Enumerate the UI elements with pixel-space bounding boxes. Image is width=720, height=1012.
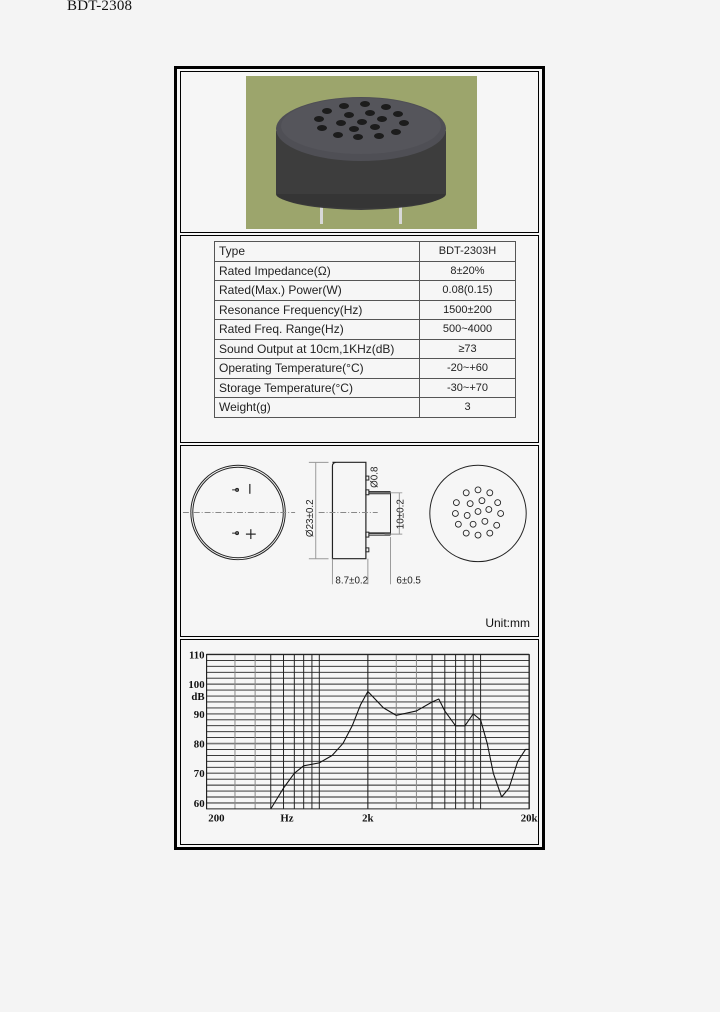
table-row — [215, 281, 516, 301]
svg-text:70: 70 — [193, 768, 205, 781]
svg-text:110: 110 — [188, 649, 205, 662]
x-axis-labels — [208, 813, 537, 825]
table-row — [215, 320, 516, 340]
spec-value: ≥73 — [420, 339, 516, 359]
svg-text:60: 60 — [193, 797, 205, 810]
dim-height-label: 8.7±0.2 — [335, 575, 369, 587]
spec-value: 8±20% — [420, 261, 516, 281]
dim-pin-len-label: 6±0.5 — [396, 575, 421, 587]
back-view-drawing — [430, 465, 526, 561]
spec-value: 1500±200 — [420, 300, 516, 320]
spec-label: Rated Impedance(Ω) — [215, 261, 420, 281]
spec-value: BDT-2303H — [420, 242, 516, 262]
y-axis-title: dB — [191, 690, 205, 703]
svg-text:100: 100 — [188, 679, 205, 692]
svg-text:200: 200 — [208, 812, 225, 825]
spec-value: 3 — [420, 398, 516, 418]
product-photo-section — [180, 71, 539, 233]
table-row — [215, 300, 516, 320]
table-row — [215, 261, 516, 281]
spec-value: -30~+70 — [420, 378, 516, 398]
svg-text:20k: 20k — [520, 812, 538, 825]
chart-grid — [207, 654, 530, 808]
spec-label: Storage Temperature(°C) — [215, 378, 420, 398]
svg-text:2k: 2k — [362, 812, 374, 825]
dim-pin-pitch-label: 10±0.2 — [395, 499, 407, 530]
dimension-drawing — [181, 446, 538, 636]
speaker-image-icon — [246, 76, 477, 229]
spec-label: Type — [215, 242, 420, 262]
spec-value: 0.08(0.15) — [420, 281, 516, 301]
spec-value: 500~4000 — [420, 320, 516, 340]
dim-diameter-label: Ø23±0.2 — [304, 499, 316, 538]
spec-table-section — [180, 235, 539, 443]
side-view-drawing — [309, 462, 402, 587]
frequency-response-chart — [181, 640, 538, 844]
table-row — [215, 378, 516, 398]
spec-label: Operating Temperature(°C) — [215, 359, 420, 379]
spec-table — [214, 241, 516, 418]
table-row — [215, 339, 516, 359]
datasheet-frame — [174, 66, 545, 850]
svg-text:90: 90 — [193, 708, 205, 721]
product-photo — [246, 76, 477, 229]
spec-label: Weight(g) — [215, 398, 420, 418]
spec-label: Sound Output at 10cm,1KHz(dB) — [215, 339, 420, 359]
y-axis-labels — [188, 649, 204, 809]
frequency-response-section — [180, 639, 539, 845]
spec-label: Resonance Frequency(Hz) — [215, 300, 420, 320]
dim-pin-dia-label: Ø0.8 — [369, 466, 381, 488]
front-view-drawing — [183, 465, 295, 559]
table-row — [215, 242, 516, 262]
table-row — [215, 398, 516, 418]
dimension-drawing-section — [180, 445, 539, 637]
spec-label: Rated Freq. Range(Hz) — [215, 320, 420, 340]
table-row — [215, 359, 516, 379]
unit-label: Unit:mm — [485, 616, 530, 630]
spec-label: Rated(Max.) Power(W) — [215, 281, 420, 301]
svg-text:80: 80 — [193, 738, 205, 751]
spec-value: -20~+60 — [420, 359, 516, 379]
x-axis-title: Hz — [280, 812, 294, 825]
document-title: BDT-2308 — [67, 0, 133, 14]
